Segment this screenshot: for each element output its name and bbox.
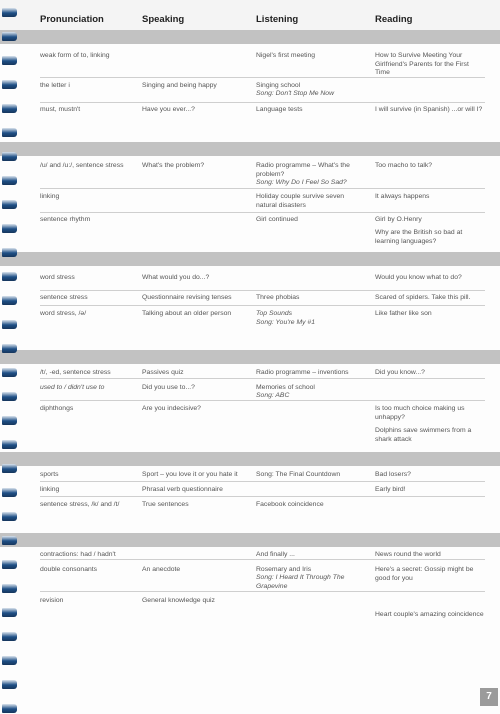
table-cell: Song: Don't Stop Me Now [256, 90, 334, 97]
table-cell: Sport – you love it or you hate it [142, 471, 238, 478]
binding-ring [2, 176, 17, 185]
binding-ring [2, 8, 17, 17]
table-cell: Have you ever...? [142, 106, 195, 113]
table-cell: linking [40, 486, 60, 493]
table-cell: Is too much choice making us unhappy? [375, 405, 465, 421]
header-pronunciation: Pronunciation [40, 14, 104, 25]
table-cell: Are you indecisive? [142, 405, 201, 412]
row-divider [40, 290, 485, 291]
row-divider [40, 378, 485, 379]
binding-ring [2, 416, 17, 425]
binding-ring [2, 344, 17, 353]
binding-ring [2, 608, 17, 617]
table-cell: Singing school [256, 82, 301, 89]
table-cell: Rosemary and Iris [256, 566, 312, 573]
table-cell: Song: Why Do I Feel So Sad? [256, 179, 347, 186]
table-cell: word stress [40, 274, 75, 281]
table-cell: sentence rhythm [40, 216, 91, 223]
table-cell: Questionnaire revising tenses [142, 294, 232, 301]
table-cell: Here's a secret: Gossip might be good for you [375, 566, 474, 582]
table-cell: Three phobias [256, 294, 300, 301]
binding-ring [2, 392, 17, 401]
table-cell: Singing and being happy [142, 82, 217, 89]
binding-ring [2, 296, 17, 305]
table-cell: General knowledge quiz [142, 597, 215, 604]
unit-band [0, 30, 500, 44]
binding-ring [2, 128, 17, 137]
table-cell: weak form of to, linking [40, 52, 110, 59]
header-reading: Reading [375, 14, 413, 25]
binding-ring [2, 704, 17, 713]
table-cell: Radio programme – What's the problem? [256, 162, 350, 178]
unit-band [0, 350, 500, 364]
row-divider [40, 496, 485, 497]
unit-band [0, 252, 500, 266]
binding-ring [2, 512, 17, 521]
table-cell: Memories of school [256, 384, 315, 391]
header-speaking: Speaking [142, 14, 185, 25]
table-cell: used to / didn't use to [40, 384, 105, 391]
binding-ring [2, 584, 17, 593]
table-cell: Song: You're My #1 [256, 319, 315, 326]
binding-ring [2, 320, 17, 329]
table-cell: sports [40, 471, 59, 478]
table-cell: revision [40, 597, 64, 604]
table-cell: How to Survive Meeting Your Girlfriend's Parents for the First Time [375, 52, 469, 76]
row-divider [40, 188, 485, 189]
table-cell: word stress, /ə/ [40, 310, 87, 317]
unit-band [0, 142, 500, 156]
table-cell: linking [40, 193, 60, 200]
table-cell: Did you know...? [375, 369, 425, 376]
binding-ring [2, 632, 17, 641]
binding-ring [2, 368, 17, 377]
table-cell: contractions: had / hadn't [40, 551, 116, 558]
binding-ring [2, 536, 17, 545]
table-cell: It always happens [375, 193, 430, 200]
table-cell: Phrasal verb questionnaire [142, 486, 223, 493]
table-cell: Dolphins save swimmers from a shark attack [375, 427, 472, 443]
unit-band [0, 452, 500, 466]
binding-ring [2, 440, 17, 449]
binding-ring [2, 680, 17, 689]
table-cell: What would you do...? [142, 274, 210, 281]
table-cell: Passives quiz [142, 369, 184, 376]
table-cell: Song: ABC [256, 392, 290, 399]
table-cell: the letter i [40, 82, 70, 89]
table-cell: Would you know what to do? [375, 274, 462, 281]
table-cell: /u/ and /u:/, sentence stress [40, 162, 124, 169]
header-listening: Listening [256, 14, 299, 25]
table-cell: must, mustn't [40, 106, 81, 113]
table-cell: Girl continued [256, 216, 298, 223]
table-cell: double consonants [40, 566, 98, 573]
binding-ring [2, 200, 17, 209]
binding-ring [2, 464, 17, 473]
binding-ring [2, 488, 17, 497]
page-number: 7 [480, 688, 498, 706]
table-cell: Language tests [256, 106, 303, 113]
row-divider [40, 591, 485, 592]
table-cell: sentence stress [40, 294, 88, 301]
table-cell: I will survive (in Spanish) ...or will I? [375, 106, 483, 113]
table-cell: News round the world [375, 551, 441, 558]
table-cell: Like father like son [375, 310, 432, 317]
table-cell: True sentences [142, 501, 189, 508]
table-cell: Scared of spiders. Take this pill. [375, 294, 471, 301]
binding-ring [2, 32, 17, 41]
row-divider [40, 305, 485, 306]
table-cell: An anecdote [142, 566, 181, 573]
binding-ring [2, 560, 17, 569]
table-cell: Heart couple's amazing coincidence [375, 611, 484, 618]
table-cell: sentence stress, /k/ and /t/ [40, 501, 120, 508]
binding-ring [2, 80, 17, 89]
table-cell: Bad losers? [375, 471, 411, 478]
table-cell: Facebook coincidence [256, 501, 324, 508]
table-cell: Song: I Heard It Through The Grapevine [256, 574, 345, 590]
table-cell: Too macho to talk? [375, 162, 433, 169]
table-cell: Why are the British so bad at learning languages? [375, 229, 463, 245]
table-cell: Early bird! [375, 486, 406, 493]
binding-ring [2, 248, 17, 257]
table-cell: Girl by O.Henry [375, 216, 422, 223]
table-cell: Nigel's first meeting [256, 52, 316, 59]
table-cell: What's the problem? [142, 162, 205, 169]
table-cell: Radio programme – inventions [256, 369, 349, 376]
row-divider [40, 212, 485, 213]
binding-ring [2, 224, 17, 233]
spiral-binding [0, 0, 20, 714]
binding-ring [2, 104, 17, 113]
binding-ring [2, 272, 17, 281]
binding-ring [2, 656, 17, 665]
table-header [0, 0, 500, 30]
table-cell: Talking about an older person [142, 310, 232, 317]
binding-ring [2, 152, 17, 161]
binding-ring [2, 56, 17, 65]
unit-band [0, 533, 500, 547]
table-cell: Did you use to...? [142, 384, 195, 391]
row-divider [40, 481, 485, 482]
row-divider [40, 102, 485, 103]
table-cell: Top Sounds [256, 310, 293, 317]
table-cell: diphthongs [40, 405, 74, 412]
table-cell: And finally ... [256, 551, 295, 558]
table-cell: /t/, -ed, sentence stress [40, 369, 111, 376]
table-cell: Song: The Final Countdown [256, 471, 341, 478]
table-cell: Holiday couple survive seven natural disasters [256, 193, 345, 209]
